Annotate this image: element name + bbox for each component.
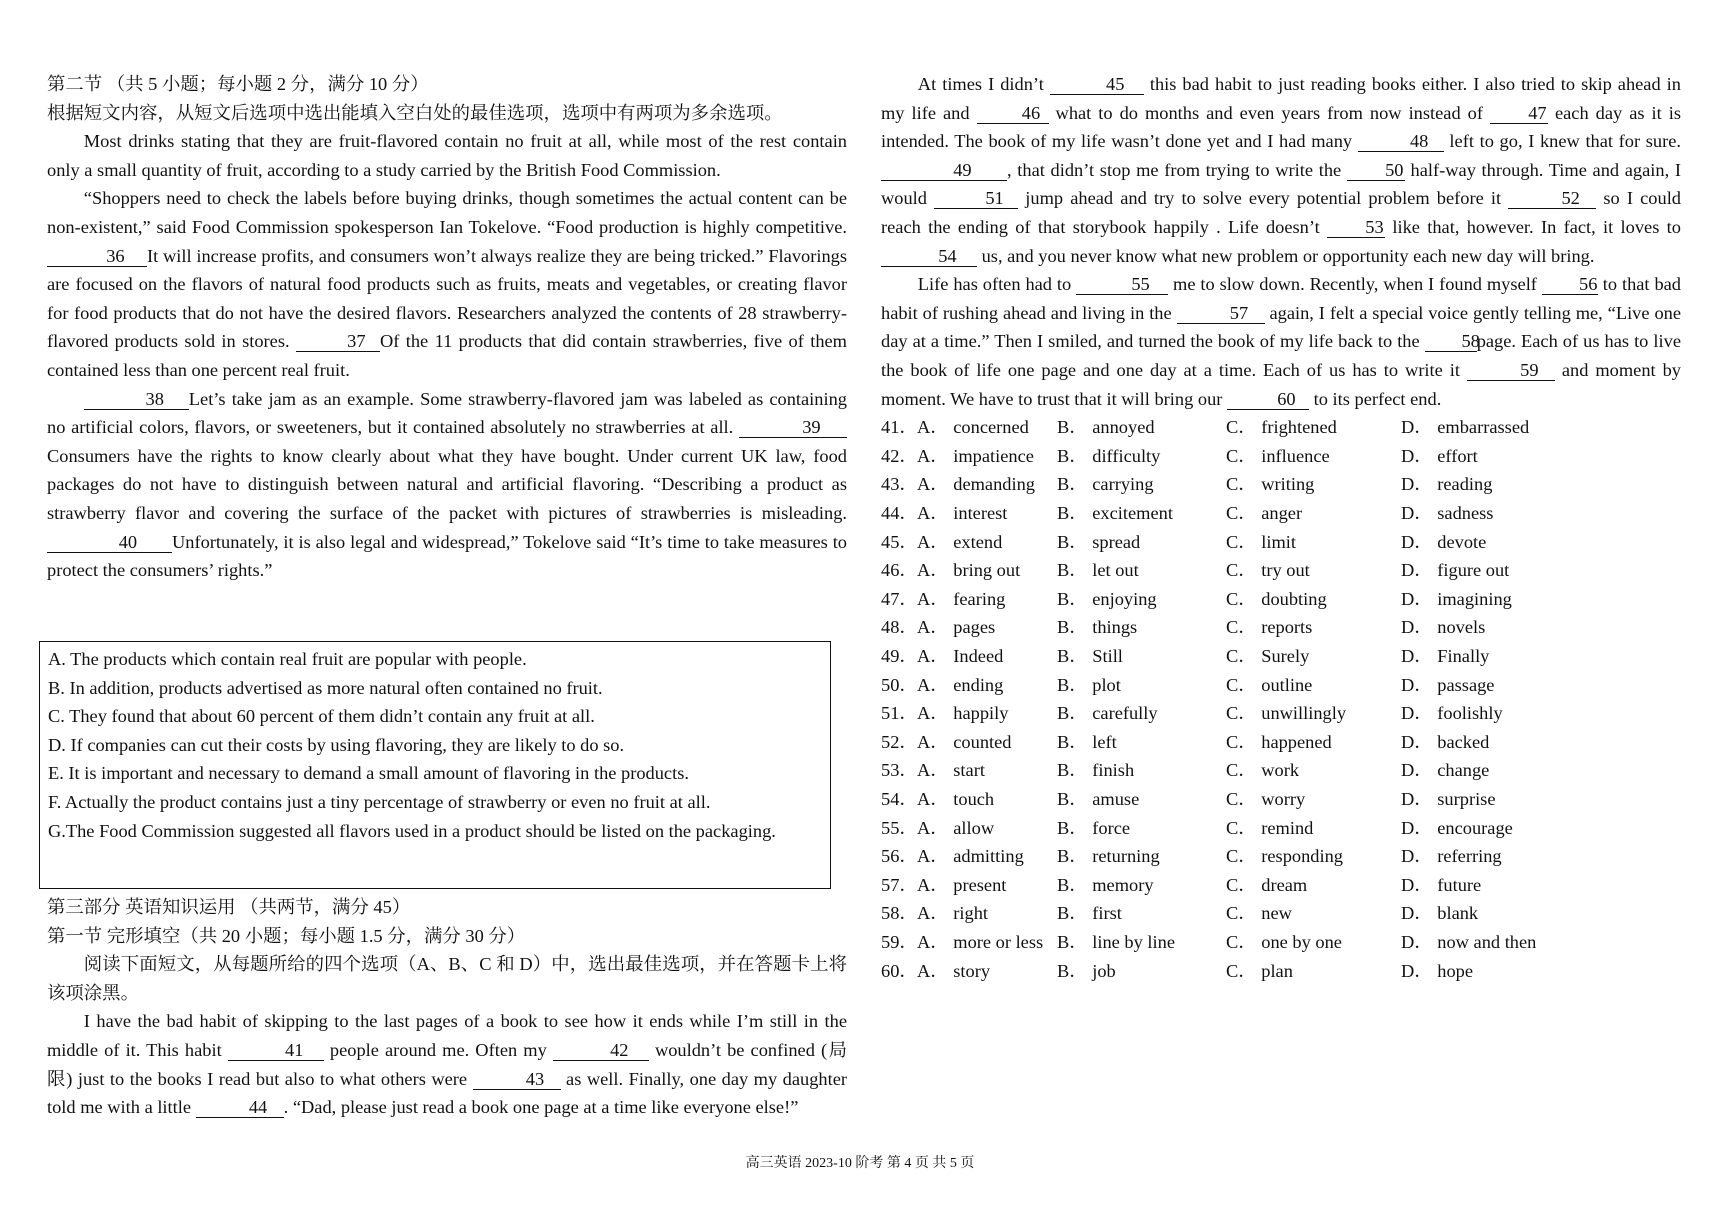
right-column	[881, 70, 1681, 985]
cloze-paragraph: At times I didn’t 45 this bad habit to just reading books either. I also tried to skip ahead in my life and 46 what to do months and even years from now instead of 47 each day as it is intended. The book of my life wasn’t done yet and I had many 48 left to go, I knew that for sure. 49 , that didn’t stop me from trying to write the 50 half-way through. Time and again, I would 51 jump ahead and try to solve every potential problem before it 52 so I could reach the ending of that storybook happily . Life doesn’t 53 like that, however. In fact, it loves to 54 us, and you never know what new problem or opportunity each new day will bring.	[881, 74, 1682, 266]
answer-choice-a: A． bring out	[917, 560, 1021, 581]
question-number: 55．	[881, 817, 918, 838]
question-row	[881, 499, 1681, 528]
answer-choice-b: B． finish	[1057, 760, 1135, 781]
part3-section1-title: 第一节 完形填空（共 20 小题；每小题 1.5 分，满分 30 分）	[47, 925, 526, 946]
question-number: 59．	[881, 931, 918, 952]
question-row	[881, 585, 1681, 614]
answer-blank: 42	[553, 1040, 649, 1061]
answer-choice-b: B． enjoying	[1057, 588, 1157, 609]
answer-choice-d: D． sadness	[1401, 502, 1494, 523]
question-number: 48．	[881, 617, 918, 638]
answer-choice-c: C． doubting	[1226, 588, 1327, 609]
section2-title: 第二节 （共 5 小题；每小题 2 分，满分 10 分）	[47, 74, 429, 94]
question-row	[881, 814, 1681, 843]
answer-choice-c: C． new	[1226, 903, 1292, 924]
answer-blank: 48	[1358, 131, 1444, 152]
answer-choice-c: C． reports	[1226, 617, 1313, 638]
question-row	[881, 470, 1681, 499]
answer-choice-c: C． worry	[1226, 788, 1306, 809]
answer-choice-b: B． annoyed	[1057, 417, 1155, 438]
question-row	[881, 957, 1681, 986]
answer-choice-d: D． reading	[1401, 474, 1493, 495]
option-item: A. The products which contain real fruit are popular with people.	[48, 649, 527, 669]
option-item: D. If companies can cut their costs by using flavoring, they are likely to do so.	[48, 734, 625, 755]
question-number: 51．	[881, 703, 918, 724]
left-column	[47, 70, 847, 585]
question-number: 60．	[881, 960, 918, 981]
answer-choice-c: C． anger	[1226, 502, 1303, 523]
answer-choice-d: D． future	[1401, 874, 1482, 895]
answer-blank: 46	[977, 103, 1049, 124]
answer-choice-a: A． counted	[917, 731, 1012, 752]
answer-blank: 53	[1327, 217, 1385, 238]
passage-paragraph: Most drinks stating that they are fruit-flavored contain no fruit at all, while most of the rest contain only a small quantity of fruit, according to a study carried by the British Food Commission.	[47, 131, 847, 180]
answer-choice-a: A． story	[917, 960, 991, 981]
answer-choice-b: B． Still	[1057, 645, 1123, 666]
question-row	[881, 556, 1681, 585]
answer-choice-b: B． first	[1057, 903, 1122, 924]
question-row	[881, 785, 1681, 814]
answer-choice-a: A． interest	[917, 502, 1008, 523]
answer-choice-d: D． surprise	[1401, 788, 1496, 809]
answer-choice-d: D． now and then	[1401, 931, 1537, 952]
answer-choice-b: B． plot	[1057, 674, 1121, 695]
option-item: B. In addition, products advertised as more natural often contained no fruit.	[48, 677, 603, 698]
question-row	[881, 671, 1681, 700]
answer-blank: 51	[934, 188, 1018, 209]
answer-blank: 37	[296, 331, 380, 352]
question-number: 45．	[881, 531, 918, 552]
answer-choice-a: A． present	[917, 874, 1007, 895]
page-footer: 高三英语 2023-10 阶考 第 4 页 共 5 页	[745, 1156, 975, 1171]
question-number: 57．	[881, 874, 918, 895]
answer-choice-d: D． Finally	[1401, 645, 1490, 666]
question-row	[881, 842, 1681, 871]
options-box	[39, 641, 831, 889]
answer-choice-d: D． blank	[1401, 903, 1479, 924]
passage-paragraph: 38 Let’s take jam as an example. Some strawberry-flavored jam was labeled as containing no artificial colors, flavors, or sweeteners, but it contained absolutely no strawberries at all. 39Consumers have the rights to know clearly about what they have bought. Under current UK law, food packages do not have to distinguish between natural and artificial flavoring. “Describing a product as strawberry flavor and covering the surface of the packet with pictures of strawberries is misleading.40 Unfortunately, it is also legal and widespread,” Tokelove said “It’s time to take measures to protect the consumers’ rights.”	[47, 388, 847, 581]
answer-blank: 54	[881, 246, 977, 267]
answer-choice-a: A． demanding	[917, 474, 1035, 495]
answer-choice-b: B． amuse	[1057, 788, 1140, 809]
answer-blank: 58	[1425, 331, 1477, 352]
question-row	[881, 728, 1681, 757]
answer-choice-c: C． unwillingly	[1226, 703, 1347, 724]
answer-choice-a: A． Indeed	[917, 645, 1004, 666]
question-number: 43．	[881, 474, 918, 495]
part3-title: 第三部分 英语知识运用 （共两节，满分 45）	[47, 897, 411, 917]
question-row	[881, 899, 1681, 928]
answer-choice-b: B． let out	[1057, 560, 1139, 581]
answer-blank: 55	[1076, 274, 1168, 295]
question-number: 52．	[881, 731, 918, 752]
passage-paragraph: “Shoppers need to check the labels before buying drinks, though sometimes the actual content can be non-existent,” said Food Commission spokesperson Ian Tokelove. “Food production is highly competitive. 36 It will increase profits, and consumers won’t always realize they are being tricked.” Flavorings are focused on the flavors of natural food products such as fruits, meats and vegetables, or creating flavor for food products that do not have the desired flavors. Researchers analyzed the contents of 28 strawberry-flavored products sold in stores. 37 Of the 11 products that did contain strawberries, five of them contained less than one percent real fruit.	[47, 188, 847, 380]
answer-choice-b: B． excitement	[1057, 502, 1173, 523]
answer-choice-d: D． hope	[1401, 960, 1474, 981]
answer-choice-b: B． returning	[1057, 846, 1160, 867]
answer-choice-d: D． effort	[1401, 445, 1478, 466]
question-number: 54．	[881, 788, 918, 809]
answer-choice-c: C． writing	[1226, 474, 1315, 495]
answer-choice-d: D． backed	[1401, 731, 1490, 752]
answer-choice-a: A． allow	[917, 817, 995, 838]
question-number: 58．	[881, 903, 918, 924]
answer-choice-c: C． remind	[1226, 817, 1314, 838]
answer-blank: 59	[1467, 360, 1555, 381]
question-number: 53．	[881, 760, 918, 781]
question-number: 49．	[881, 645, 918, 666]
question-row	[881, 756, 1681, 785]
answer-choice-a: A． touch	[917, 788, 995, 809]
answer-choice-b: B． force	[1057, 817, 1131, 838]
answer-blank: 41	[228, 1040, 324, 1061]
answer-choice-b: B． carrying	[1057, 474, 1154, 495]
answer-choice-c: C． plan	[1226, 960, 1293, 981]
answer-choice-c: C． frightened	[1226, 417, 1337, 438]
question-row	[881, 442, 1681, 471]
question-number: 47．	[881, 588, 918, 609]
answer-choice-d: D． devote	[1401, 531, 1487, 552]
answer-choice-c: C． influence	[1226, 445, 1330, 466]
answer-choice-c: C． outline	[1226, 674, 1313, 695]
answer-choice-c: C． try out	[1226, 560, 1310, 581]
answer-choice-b: B． carefully	[1057, 703, 1158, 724]
cloze-paragraph: Life has often had to 55 me to slow down. Recently, when I found myself 56 to that bad habit of rushing ahead and living in the 57 again, I felt a special voice gently telling me, “Live one day at a time.” Then I smiled, and turned the book of my life back to the 58page. Each of us has to live the book of life one page and one day at a time. Each of us has to write it 59 and moment by moment. We have to trust that it will bring our 60 to its perfect end.	[881, 274, 1681, 409]
part3-section	[47, 893, 847, 1122]
answer-choice-b: B． left	[1057, 731, 1117, 752]
answer-choice-c: C． one by one	[1226, 931, 1342, 952]
question-list	[881, 413, 1681, 985]
answer-choice-d: D． change	[1401, 760, 1490, 781]
question-row	[881, 699, 1681, 728]
answer-choice-a: A． happily	[917, 703, 1009, 724]
answer-choice-a: A． impatience	[917, 445, 1034, 466]
answer-choice-d: D． encourage	[1401, 817, 1513, 838]
answer-blank: 44	[196, 1097, 284, 1118]
answer-blank: 60	[1227, 389, 1309, 410]
question-row	[881, 642, 1681, 671]
answer-choice-d: D． figure out	[1401, 560, 1510, 581]
answer-blank: 50	[1347, 160, 1405, 181]
answer-choice-c: C． work	[1226, 760, 1300, 781]
answer-choice-a: A． admitting	[917, 846, 1024, 867]
answer-choice-d: D． imagining	[1401, 588, 1512, 609]
answer-choice-c: C． Surely	[1226, 645, 1310, 666]
answer-choice-a: A． extend	[917, 531, 1003, 552]
question-row	[881, 928, 1681, 957]
answer-choice-c: C． limit	[1226, 531, 1296, 552]
part3-instructions: 阅读下面短文，从每题所给的四个选项（A、B、C 和 D）中，选出最佳选项，并在答题卡上将该项涂黑。	[47, 954, 847, 1003]
answer-blank: 38	[84, 389, 189, 410]
answer-blank: 39	[739, 417, 847, 438]
answer-choice-a: A． start	[917, 760, 985, 781]
option-item: F. Actually the product contains just a tiny percentage of strawberry or even no fruit at all.	[48, 792, 711, 812]
answer-choice-a: A． right	[917, 903, 989, 924]
option-item: C. They found that about 60 percent of them didn’t contain any fruit at all.	[48, 706, 595, 727]
answer-blank: 43	[473, 1069, 561, 1090]
question-row	[881, 871, 1681, 900]
answer-blank: 57	[1177, 303, 1265, 324]
answer-choice-a: A． more or less	[917, 931, 1044, 952]
question-row	[881, 613, 1681, 642]
answer-blank: 52	[1508, 188, 1596, 209]
answer-choice-c: C． dream	[1226, 874, 1308, 895]
question-number: 56．	[881, 846, 918, 867]
answer-choice-b: B． things	[1057, 617, 1138, 638]
section2-instructions: 根据短文内容，从短文后选项中选出能填入空白处的最佳选项，选项中有两项为多余选项。	[47, 102, 783, 123]
cloze-paragraph: I have the bad habit of skipping to the last pages of a book to see how it ends while I’m still in the middle of it. This habit 41 people around me. Often my 42 wouldn’t be confined (局限) just to the books I read but also to what others were 43 as well. Finally, one day my daughter told me with a little 44 . “Dad, please just read a book one page at a time like everyone else!”	[47, 1011, 847, 1118]
question-number: 41．	[881, 417, 918, 438]
answer-blank: 47	[1490, 103, 1548, 124]
answer-choice-b: B． spread	[1057, 531, 1141, 552]
question-number: 50．	[881, 674, 918, 695]
answer-blank: 36	[47, 246, 147, 267]
answer-choice-b: B． difficulty	[1057, 445, 1161, 466]
answer-choice-c: C． responding	[1226, 846, 1343, 867]
answer-choice-b: B． job	[1057, 960, 1116, 981]
answer-choice-a: A． concerned	[917, 417, 1029, 438]
answer-choice-a: A． pages	[917, 617, 996, 638]
answer-choice-a: A． ending	[917, 674, 1004, 695]
answer-blank: 56	[1542, 274, 1598, 295]
answer-choice-c: C． happened	[1226, 731, 1332, 752]
answer-blank: 40	[47, 532, 172, 553]
question-row	[881, 413, 1681, 442]
option-item: G.The Food Commission suggested all flavors used in a product should be listed on the packaging.	[48, 820, 776, 841]
answer-choice-d: D． foolishly	[1401, 703, 1503, 724]
answer-blank: 49	[881, 160, 1007, 181]
answer-choice-d: D． embarrassed	[1401, 417, 1530, 438]
answer-choice-d: D． novels	[1401, 617, 1486, 638]
question-number: 46．	[881, 560, 918, 581]
option-item: E. It is important and necessary to demand a small amount of flavoring in the products.	[48, 763, 689, 784]
answer-choice-b: B． line by line	[1057, 931, 1175, 952]
question-number: 42．	[881, 445, 918, 466]
answer-choice-b: B． memory	[1057, 874, 1154, 895]
question-number: 44．	[881, 502, 918, 523]
answer-choice-a: A． fearing	[917, 588, 1006, 609]
question-row	[881, 528, 1681, 557]
answer-blank: 45	[1050, 74, 1144, 95]
answer-choice-d: D． referring	[1401, 846, 1502, 867]
answer-choice-d: D． passage	[1401, 674, 1495, 695]
